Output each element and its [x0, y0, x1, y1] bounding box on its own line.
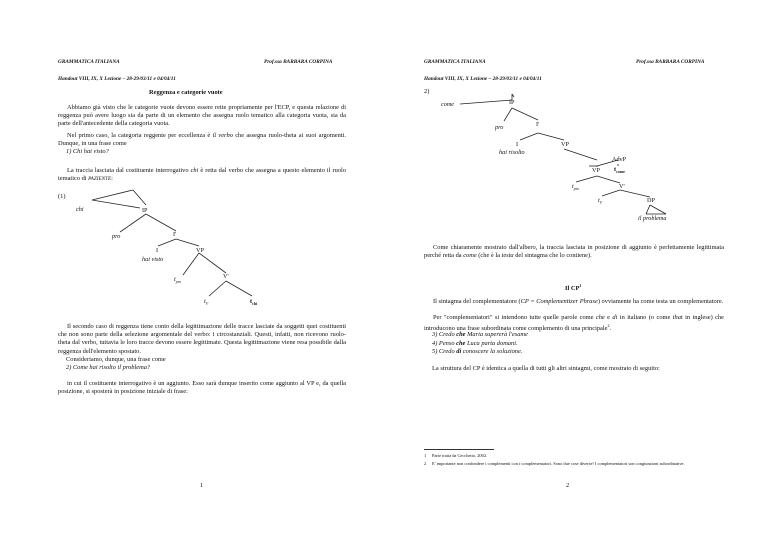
tree2-vp-inner: VP [592, 167, 600, 174]
tree1-branch-chi-ip [92, 200, 140, 208]
tree1-pro: pro [112, 233, 121, 240]
tree2-pro: pro [495, 124, 504, 131]
tree2-dp: DP [647, 197, 655, 204]
paragraph-consider: Consideriamo, dunque, una frase come [66, 356, 166, 363]
paragraph-second-case: Il secondo caso di reggenza tiene conto della legittimazione delle tracce lasciate da soggetti quei costituenti che non sono parte della selezione argomentale del verbo: i circostanziali. Questi, infatti, non ricevono ruolo-theta dal verbo, tuttavia le loro tracce devono essere legittimate. Questa legittimazione viene resa possibile dalla reggenza dell'elemento spostato. [58, 323, 346, 355]
tree1-vbar: V' [223, 273, 229, 280]
footnote-1-number: 1 [424, 453, 427, 458]
tree1-t-v: $t_V$ [204, 298, 209, 307]
header-left-title: GRAMMATICA ITALIANA [58, 59, 120, 65]
footnote-2-number: 2 [424, 461, 427, 466]
paragraph-tree-explanation: Come chiaramente mostrato dall'albero, la traccia lasciata in posizione di aggiunto è perfettamente legittimata perché retta da come (che è la testa del sintagma che lo contiene). [424, 244, 724, 260]
tree1-ibar: I' [173, 231, 177, 238]
tree2-i: I [516, 141, 519, 148]
tree2-vbar: V' [619, 183, 625, 190]
tree1-t-pro: $t_{pro}$ [174, 276, 182, 285]
paragraph-intro: Abbiamo già visto che le categorie vuote devono essere rette propriamente per l'ECP, e questa relazione di reggenza può avere luogo sia da parte di un elemento che assegna ruolo tematico alla categoria vuota, sia da parte dell'antecedente della categoria vuota. [58, 104, 346, 128]
tree2-advp: AdvP [612, 156, 627, 163]
header-subtitle: Handout VIII, IX, X Lezione – 28-29/03/11 e 04/04/11 [58, 76, 176, 82]
tree2-il-problema: il problema [638, 215, 667, 222]
tree2-t-v: $t_V$ [598, 197, 603, 206]
header-subtitle: Handout VIII, IX, X Lezione – 28-29/03/11 e 04/04/11 [424, 76, 542, 82]
tree1-i: I [156, 247, 159, 254]
footnote-1: Parte tratta da Cecchetto, 2002. [432, 453, 488, 458]
example-1: 1) Chi hai visto? [66, 148, 109, 155]
tree2-come: come [441, 101, 455, 108]
tree2-hai-risolto: hai risolto [499, 149, 525, 156]
tree2-ip: IP [509, 99, 515, 106]
tree2-vp: VP [561, 141, 569, 148]
tree2-t-come: $t_{come}$ [614, 166, 625, 175]
header-right-author: Prof.ssa BARBARA CORPINA [264, 59, 333, 65]
paragraph-cp-structure: La struttura del CP è identica a quella di tutti gli altri sintagmi, come mostrato di seguito: [432, 365, 660, 372]
example-2: 2) Come hai risolto il problema? [66, 364, 151, 371]
page-number-2: 2 [566, 482, 570, 489]
paragraph-first-case: Nel primo caso, la categoria reggente per eccellenza è il verbo che assegna ruolo-theta ai suoi argomenti. Dunque, in una frase come [58, 132, 346, 148]
tree1-t-chi: $t_{chi}$ [250, 298, 258, 307]
footnote-rule [424, 449, 494, 450]
footnote-2: E' importante non confondere i complementi con i complementatori. Sono due cose diverse! I complementatori son congiunzioni subordinative. [432, 461, 685, 466]
tree1-vp: VP [196, 247, 204, 254]
tree-1-label: (1) [58, 193, 66, 200]
section-title: Reggenza e categorie vuote [149, 89, 223, 96]
tree1-branch-top [92, 190, 133, 200]
header-right-author: Prof.ssa BARBARA CORPINA [636, 59, 705, 65]
section-title-cp: Il $CP^1$ [565, 283, 582, 293]
paragraph-adjunct: in cui il costituente interrogativo è un aggiunto. Esso sarà dunque inserito come aggiunto al VP e, da quella posizione, si sposterà in posizione iniziale di frase: [58, 380, 346, 396]
tree1-chi: chi [76, 206, 84, 213]
paragraph-trace: La traccia lasciata dal costituente interrogativo chi è retta dal verbo che assegna a questo elemento il ruolo tematico di PAZIENTE: [58, 167, 346, 183]
paragraph-complementizers: Per "complementatori" si intendono tutte quelle parole come che e di in italiano (o come that in inglese) che introducono una frase subordinata come complemento di una principale$^2$. [424, 314, 724, 333]
example-5: 5) Credo di conoscere la soluzione. [432, 348, 523, 355]
tree1-hai-visto: hai visto [142, 256, 164, 263]
tree2-ibar: I' [536, 121, 540, 128]
tree2-t-pro: $t_{pro}$ [572, 183, 580, 192]
page-right [384, 0, 768, 543]
header-left-title: GRAMMATICA ITALIANA [424, 59, 486, 65]
example-3: 3) Credo che Maria supererà l'esame [432, 331, 528, 338]
paragraph-cp-definition: Il sintagma del complementatore (CP = Complementizer Phrase) ovviamente ha come testa un complementatore. [433, 298, 724, 305]
page-number-1: 1 [200, 482, 204, 489]
example-4: 4) Penso che Luca parta domani. [432, 340, 518, 347]
tree1-ip: IP [142, 207, 148, 214]
tree-2-label: 2) [424, 88, 430, 95]
